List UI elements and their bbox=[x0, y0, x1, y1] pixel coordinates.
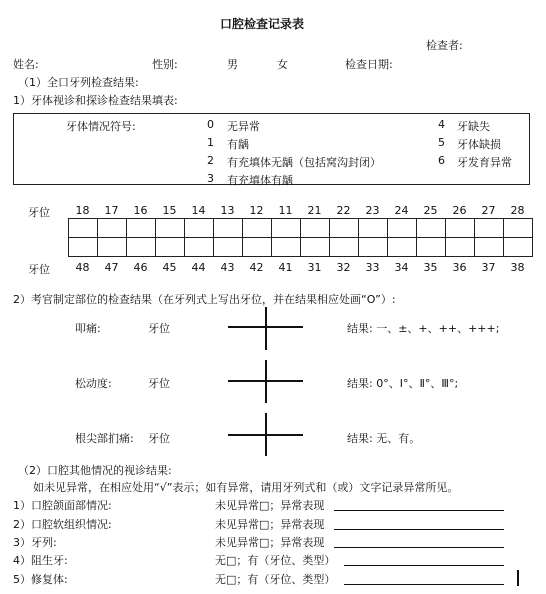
tooth-cell[interactable] bbox=[417, 238, 446, 257]
tooth-number-upper: 23 bbox=[365, 204, 380, 217]
tooth-cell[interactable] bbox=[504, 238, 533, 257]
exam-mobility-pos: 牙位 bbox=[148, 377, 170, 390]
tooth-cell[interactable] bbox=[185, 219, 214, 238]
tooth-cross-vertical bbox=[265, 413, 267, 456]
exam-percussion-result: 结果: 一、±、+、++、+++; bbox=[347, 322, 500, 335]
gender-male: 男 bbox=[227, 58, 238, 71]
tooth-cell[interactable] bbox=[446, 219, 475, 238]
section2-note: 如未见异常，在相应处用“√”表示；如有异常，请用牙列式和（或）文字记录异常所见。 bbox=[33, 481, 459, 494]
tooth-number-lower: 41 bbox=[278, 261, 293, 274]
tooth-number-upper: 21 bbox=[307, 204, 322, 217]
examiner-label: 检查者: bbox=[426, 39, 463, 52]
tooth-number-lower: 43 bbox=[220, 261, 235, 274]
tooth-number-lower: 48 bbox=[75, 261, 90, 274]
exam-apical-pos: 牙位 bbox=[148, 432, 170, 445]
gender-female: 女 bbox=[277, 58, 288, 71]
tooth-cell[interactable] bbox=[98, 219, 127, 238]
tooth-cell[interactable] bbox=[330, 238, 359, 257]
other-value-4: 无□；有（牙位、类型） bbox=[215, 554, 336, 567]
tooth-cell[interactable] bbox=[475, 219, 504, 238]
sub1-heading: 1）牙体视诊和探诊检查结果填表: bbox=[13, 94, 178, 107]
other-value-5: 无□；有（牙位、类型） bbox=[215, 573, 336, 586]
tooth-number-lower: 46 bbox=[133, 261, 148, 274]
tooth-number-upper: 26 bbox=[452, 204, 467, 217]
legend-text-3: 有充填体有龋 bbox=[227, 174, 293, 187]
tooth-cell[interactable] bbox=[272, 219, 301, 238]
exam-mobility-label: 松动度: bbox=[75, 377, 112, 390]
tooth-cell[interactable] bbox=[446, 238, 475, 257]
tooth-number-upper: 25 bbox=[423, 204, 438, 217]
tooth-cell[interactable] bbox=[504, 219, 533, 238]
exam-mobility-result: 结果: 0°、Ⅰ°、Ⅱ°、Ⅲ°; bbox=[347, 377, 459, 390]
other-label-2: 2）口腔软组织情况: bbox=[13, 518, 112, 531]
legend-text-2: 有充填体无龋（包括窝沟封闭） bbox=[227, 156, 381, 169]
section2-heading: （2）口腔其他情况的视诊结果: bbox=[18, 464, 172, 477]
legend-text-1: 有龋 bbox=[227, 138, 249, 151]
other-value-3: 未见异常□；异常表现 bbox=[215, 536, 325, 549]
tooth-number-lower: 35 bbox=[423, 261, 438, 274]
tooth-number-upper: 28 bbox=[510, 204, 525, 217]
answer-line[interactable] bbox=[334, 529, 504, 530]
legend-label: 牙体情况符号: bbox=[66, 120, 136, 133]
legend-text-4: 牙缺失 bbox=[457, 120, 490, 133]
tooth-number-upper: 24 bbox=[394, 204, 409, 217]
legend-code-6: 6 bbox=[438, 154, 445, 167]
tooth-cell[interactable] bbox=[69, 238, 98, 257]
tooth-cell[interactable] bbox=[301, 238, 330, 257]
tooth-number-lower: 33 bbox=[365, 261, 380, 274]
exam-percussion-label: 叩痛: bbox=[75, 322, 101, 335]
tooth-number-upper: 13 bbox=[220, 204, 235, 217]
exam-date-label: 检查日期: bbox=[345, 58, 393, 71]
name-label: 姓名: bbox=[13, 58, 39, 71]
exam-percussion-pos: 牙位 bbox=[148, 322, 170, 335]
legend-code-0: 0 bbox=[207, 118, 214, 131]
tooth-cell[interactable] bbox=[330, 219, 359, 238]
legend-code-4: 4 bbox=[438, 118, 445, 131]
tooth-number-upper: 16 bbox=[133, 204, 148, 217]
tooth-cell[interactable] bbox=[359, 238, 388, 257]
tooth-grid-row-lower bbox=[69, 238, 533, 257]
tooth-cell[interactable] bbox=[214, 219, 243, 238]
tooth-number-upper: 22 bbox=[336, 204, 351, 217]
other-label-1: 1）口腔颌面部情况: bbox=[13, 499, 112, 512]
legend-text-5: 牙体缺损 bbox=[457, 138, 501, 151]
legend-text-0: 无异常 bbox=[227, 120, 260, 133]
tooth-grid-row-upper bbox=[69, 219, 533, 238]
tooth-cell[interactable] bbox=[475, 238, 504, 257]
text-cursor bbox=[517, 570, 519, 586]
other-value-2: 未见异常□；异常表现 bbox=[215, 518, 325, 531]
tooth-cell[interactable] bbox=[156, 219, 185, 238]
tooth-cell[interactable] bbox=[243, 219, 272, 238]
legend-text-6: 牙发育异常 bbox=[457, 156, 512, 169]
legend-code-5: 5 bbox=[438, 136, 445, 149]
upper-teeth-label: 牙位 bbox=[28, 206, 50, 219]
tooth-number-upper: 11 bbox=[278, 204, 293, 217]
tooth-cell[interactable] bbox=[69, 219, 98, 238]
tooth-number-upper: 27 bbox=[481, 204, 496, 217]
tooth-number-lower: 45 bbox=[162, 261, 177, 274]
tooth-number-lower: 47 bbox=[104, 261, 119, 274]
answer-line[interactable] bbox=[344, 565, 504, 566]
tooth-cell[interactable] bbox=[127, 219, 156, 238]
tooth-cell[interactable] bbox=[156, 238, 185, 257]
tooth-number-lower: 31 bbox=[307, 261, 322, 274]
answer-line[interactable] bbox=[344, 584, 504, 585]
tooth-cell[interactable] bbox=[417, 219, 446, 238]
legend-code-3: 3 bbox=[207, 172, 214, 185]
sub2-heading: 2）考官制定部位的检查结果（在牙列式上写出牙位，并在结果相应处画“O”）: bbox=[13, 293, 396, 306]
exam-apical-label: 根尖部扪痛: bbox=[75, 432, 134, 445]
tooth-number-lower: 34 bbox=[394, 261, 409, 274]
tooth-number-upper: 12 bbox=[249, 204, 264, 217]
other-value-1: 未见异常□；异常表现 bbox=[215, 499, 325, 512]
other-label-5: 5）修复体: bbox=[13, 573, 68, 586]
tooth-grid bbox=[68, 218, 533, 257]
other-label-4: 4）阻生牙: bbox=[13, 554, 68, 567]
tooth-cell[interactable] bbox=[243, 238, 272, 257]
legend-code-1: 1 bbox=[207, 136, 214, 149]
tooth-number-upper: 18 bbox=[75, 204, 90, 217]
section1-heading: （1）全口牙列检查结果: bbox=[18, 76, 139, 89]
lower-teeth-label: 牙位 bbox=[28, 263, 50, 276]
answer-line[interactable] bbox=[334, 547, 504, 548]
other-label-3: 3）牙列: bbox=[13, 536, 57, 549]
tooth-cell[interactable] bbox=[388, 219, 417, 238]
tooth-cell[interactable] bbox=[359, 219, 388, 238]
answer-line[interactable] bbox=[334, 510, 504, 511]
tooth-number-lower: 38 bbox=[510, 261, 525, 274]
tooth-number-upper: 17 bbox=[104, 204, 119, 217]
page-title: 口腔检查记录表 bbox=[220, 17, 305, 31]
tooth-cell[interactable] bbox=[301, 219, 330, 238]
tooth-cell[interactable] bbox=[127, 238, 156, 257]
legend-code-2: 2 bbox=[207, 154, 214, 167]
tooth-number-upper: 14 bbox=[191, 204, 206, 217]
tooth-cell[interactable] bbox=[98, 238, 127, 257]
tooth-cell[interactable] bbox=[185, 238, 214, 257]
tooth-number-upper: 15 bbox=[162, 204, 177, 217]
tooth-number-lower: 42 bbox=[249, 261, 264, 274]
tooth-cell[interactable] bbox=[214, 238, 243, 257]
tooth-number-lower: 37 bbox=[481, 261, 496, 274]
tooth-number-lower: 36 bbox=[452, 261, 467, 274]
tooth-number-lower: 44 bbox=[191, 261, 206, 274]
exam-apical-result: 结果: 无、有。 bbox=[347, 432, 421, 445]
tooth-cross-vertical bbox=[265, 360, 267, 403]
gender-label: 性别: bbox=[152, 58, 178, 71]
tooth-cell[interactable] bbox=[388, 238, 417, 257]
tooth-cross-vertical bbox=[265, 307, 267, 350]
tooth-cell[interactable] bbox=[272, 238, 301, 257]
tooth-number-lower: 32 bbox=[336, 261, 351, 274]
